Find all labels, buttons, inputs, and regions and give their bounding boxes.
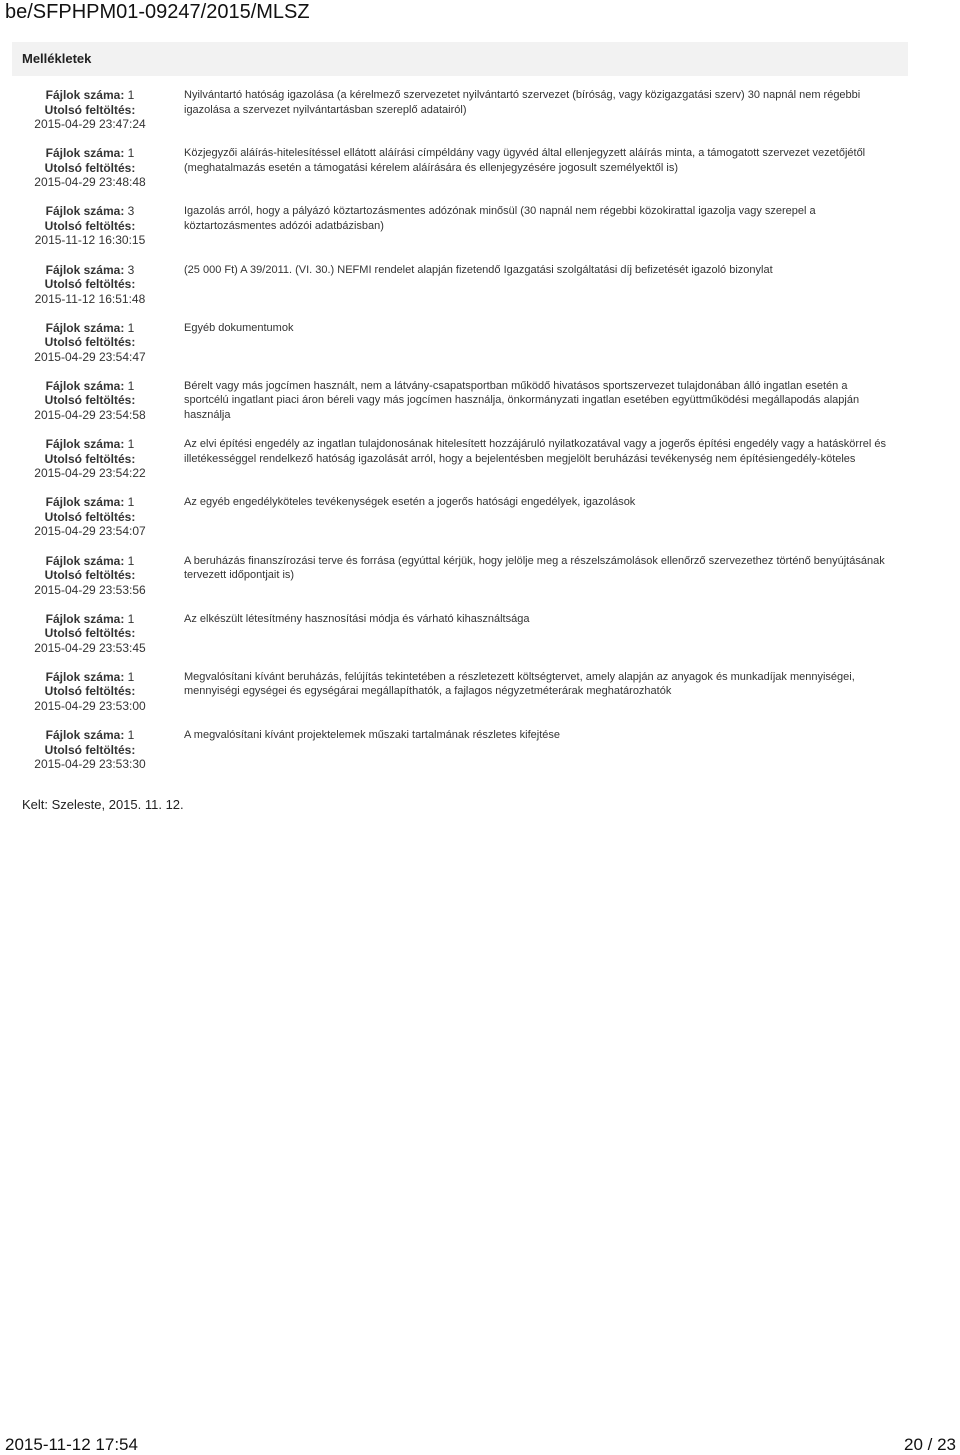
attachment-meta — [12, 612, 168, 656]
attachment-description: Az egyéb engedélyköteles tevékenységek esetén a jogerős hatósági engedélyek, igazolások — [184, 496, 636, 509]
files-count-label: Fájlok száma: — [45, 728, 125, 743]
attachment-meta — [12, 146, 168, 190]
files-count-label: Fájlok száma: — [45, 204, 125, 219]
last-upload-label — [12, 393, 168, 408]
files-count-line — [12, 146, 168, 161]
files-count-label: Fájlok száma: — [45, 378, 125, 393]
attachment-description: A beruházás finanszírozási terve és forrása (egyúttal kérjük, hogy jelölje meg a részelszámolások ellenőrző szervezethez történő benyújtásának tervezett időpontjait is) — [184, 554, 885, 581]
last-upload-label — [12, 510, 168, 525]
files-count-line — [12, 204, 168, 219]
last-upload-label — [12, 219, 168, 234]
files-count-line — [12, 437, 168, 452]
last-upload-label — [12, 684, 168, 699]
attachment-meta — [12, 88, 168, 132]
last-upload-date: 2015-04-29 23:54:07 — [34, 524, 146, 539]
attachment-meta — [12, 728, 168, 772]
last-upload-date: 2015-04-29 23:54:47 — [34, 349, 146, 364]
attachment-row — [12, 554, 908, 612]
files-count-label: Fájlok száma: — [45, 669, 125, 684]
last-upload-date: 2015-04-29 23:53:00 — [34, 698, 146, 713]
attachment-description: Egyéb dokumentumok — [184, 321, 294, 334]
files-count-value: 1 — [127, 88, 135, 102]
document-id: be/SFPHPM01-09247/2015/MLSZ — [5, 1, 310, 23]
last-upload-label — [12, 452, 168, 467]
files-count-label: Fájlok száma: — [45, 553, 125, 568]
attachment-row — [12, 379, 908, 437]
attachment-description: Közjegyzői aláírás-hitelesítéssel ellátott aláírási címpéldány vagy ügyvéd által ellenjegyzett aláírás minta, a támogatott szervezet vezetőjétől (meghatalmazás esetén a támogatási kérelem aláírására és ellenjegyzésére jogosult személyektől is) — [184, 147, 866, 174]
last-upload-label — [12, 161, 168, 176]
attachment-row — [12, 495, 908, 553]
files-count-line — [12, 495, 168, 510]
files-count-line — [12, 612, 168, 627]
files-count-label: Fájlok száma: — [45, 611, 125, 626]
attachment-description: A megvalósítani kívánt projektelemek műszaki tartalmának részletes kifejtése — [184, 729, 560, 742]
attachment-description: Az elkészült létesítmény hasznosítási módja és várható kihasználtsága — [184, 612, 530, 625]
attachment-description: (25 000 Ft) A 39/2011. (VI. 30.) NEFMI rendelet alapján fizetendő Igazgatási szolgáltatási díj befizetését igazoló bizonylat — [184, 263, 773, 276]
files-count-label: Fájlok száma: — [45, 262, 125, 277]
last-upload-label-text: Utolsó feltöltés: — [44, 684, 136, 699]
files-count-value: 3 — [127, 262, 135, 277]
section-title: Mellékletek — [22, 51, 92, 66]
files-count-label: Fájlok száma: — [45, 437, 125, 452]
last-upload-label-text: Utolsó feltöltés: — [44, 277, 136, 292]
last-upload-label-text: Utolsó feltöltés: — [44, 160, 136, 175]
last-upload-label-text: Utolsó feltöltés: — [44, 335, 136, 350]
attachment-row — [12, 88, 908, 146]
attachment-row — [12, 263, 908, 321]
last-upload-date: 2015-04-29 23:54:22 — [34, 466, 146, 481]
last-upload-date: 2015-11-12 16:51:48 — [34, 291, 146, 306]
files-count-line — [12, 670, 168, 685]
attachment-meta — [12, 204, 168, 248]
last-upload-label — [12, 335, 168, 350]
last-upload-label-text: Utolsó feltöltés: — [44, 218, 136, 233]
files-count-label: Fájlok száma: — [45, 146, 125, 161]
last-upload-label-text: Utolsó feltöltés: — [44, 102, 136, 117]
attachment-meta — [12, 263, 168, 307]
files-count-value: 1 — [127, 611, 135, 626]
files-count-value: 1 — [127, 437, 135, 452]
files-count-label: Fájlok száma: — [45, 88, 125, 102]
section-header — [12, 42, 908, 76]
last-upload-label — [12, 626, 168, 641]
files-count-value: 1 — [127, 728, 135, 743]
last-upload-label-text: Utolsó feltöltés: — [44, 509, 136, 524]
attachment-description: Az elvi építési engedély az ingatlan tulajdonosának hitelesített hozzájáruló nyilatkozatával vagy a jogerős építési engedély vagy a hatáskörrel és illetékességgel rendelkező hatóság igazolását arról, hogy a bejelentésben megjelölt beruházási tevékenység nem építésiengedély-köteles — [184, 438, 886, 465]
last-upload-date: 2015-04-29 23:53:56 — [34, 582, 146, 597]
attachment-description: Megvalósítani kívánt beruházás, felújítás tekintetében a részletezett költségtervet, amely alapján az anyagok és munkadíjak mennyiségei, mennyiségi egységei és egységárai megállapíthatók, a fajlagos négyzetméterárak meghatározhatók — [184, 670, 855, 698]
signature-date: Kelt: Szeleste, 2015. 11. 12. — [22, 797, 184, 812]
files-count-label: Fájlok száma: — [45, 495, 125, 510]
files-count-value: 3 — [127, 204, 135, 219]
attachment-meta — [12, 670, 168, 714]
attachment-meta — [12, 554, 168, 598]
last-upload-label-text: Utolsó feltöltés: — [44, 451, 136, 466]
files-count-value: 1 — [127, 495, 135, 510]
attachment-row — [12, 670, 908, 728]
last-upload-date: 2015-04-29 23:53:45 — [34, 640, 146, 655]
last-upload-date: 2015-04-29 23:47:24 — [34, 117, 146, 131]
attachment-description: Nyilvántartó hatóság igazolása (a kérelmező szervezetet nyilvántartó szervezet (bíróság, vagy közigazgatási szerv) 30 napnál nem régebbi igazolása a szervezet nyilvántartásban szereplő adatairól) — [184, 89, 861, 116]
last-upload-label-text: Utolsó feltöltés: — [44, 393, 136, 408]
files-count-label: Fájlok száma: — [45, 320, 125, 335]
last-upload-label-text: Utolsó feltöltés: — [44, 626, 136, 641]
files-count-line — [12, 88, 168, 103]
last-upload-date: 2015-04-29 23:48:48 — [34, 175, 146, 190]
attachment-meta — [12, 495, 168, 539]
page-number: 20 / 23 — [904, 1435, 956, 1454]
last-upload-label — [12, 743, 168, 758]
attachment-row — [12, 437, 908, 495]
attachment-description: Bérelt vagy más jogcímen használt, nem a látvány-csapatsportban működő hivatásos sportszervezet tulajdonában álló ingatlan esetén a sportcélú ingatlant piaci áron béreli vagy más jogcímen használja, önkormányzati ingatlan esetében együttműködési megállapodás alapján használja — [184, 379, 860, 421]
attachment-row — [12, 728, 908, 786]
last-upload-label-text: Utolsó feltöltés: — [44, 568, 136, 582]
last-upload-date: 2015-04-29 23:54:58 — [34, 407, 146, 422]
attachments-list — [12, 88, 908, 786]
files-count-line — [12, 554, 168, 569]
last-upload-label-text: Utolsó feltöltés: — [44, 742, 136, 757]
files-count-value: 1 — [127, 320, 135, 335]
attachment-meta — [12, 437, 168, 481]
files-count-line — [12, 321, 168, 336]
footer-timestamp: 2015-11-12 17:54 — [5, 1435, 138, 1454]
files-count-line — [12, 379, 168, 394]
attachment-meta — [12, 321, 168, 365]
attachment-description: Igazolás arról, hogy a pályázó köztartozásmentes adózónak minősül (30 napnál nem régebbi közokirattal igazolja vagy szerepel a köztartozásmentes adózói adatbázisban) — [184, 205, 816, 232]
last-upload-date: 2015-04-29 23:53:30 — [34, 757, 146, 772]
last-upload-label — [12, 103, 168, 118]
last-upload-date: 2015-11-12 16:30:15 — [34, 233, 146, 248]
last-upload-label — [12, 277, 168, 292]
files-count-value: 1 — [127, 146, 135, 161]
files-count-value: 1 — [127, 378, 135, 393]
attachment-meta — [12, 379, 168, 423]
files-count-value: 1 — [127, 669, 135, 684]
attachment-row — [12, 146, 908, 204]
files-count-line — [12, 263, 168, 278]
files-count-value: 1 — [127, 553, 135, 568]
attachment-row — [12, 204, 908, 262]
attachment-row — [12, 321, 908, 379]
last-upload-label — [12, 568, 168, 583]
attachment-row — [12, 612, 908, 670]
files-count-line — [12, 728, 168, 743]
